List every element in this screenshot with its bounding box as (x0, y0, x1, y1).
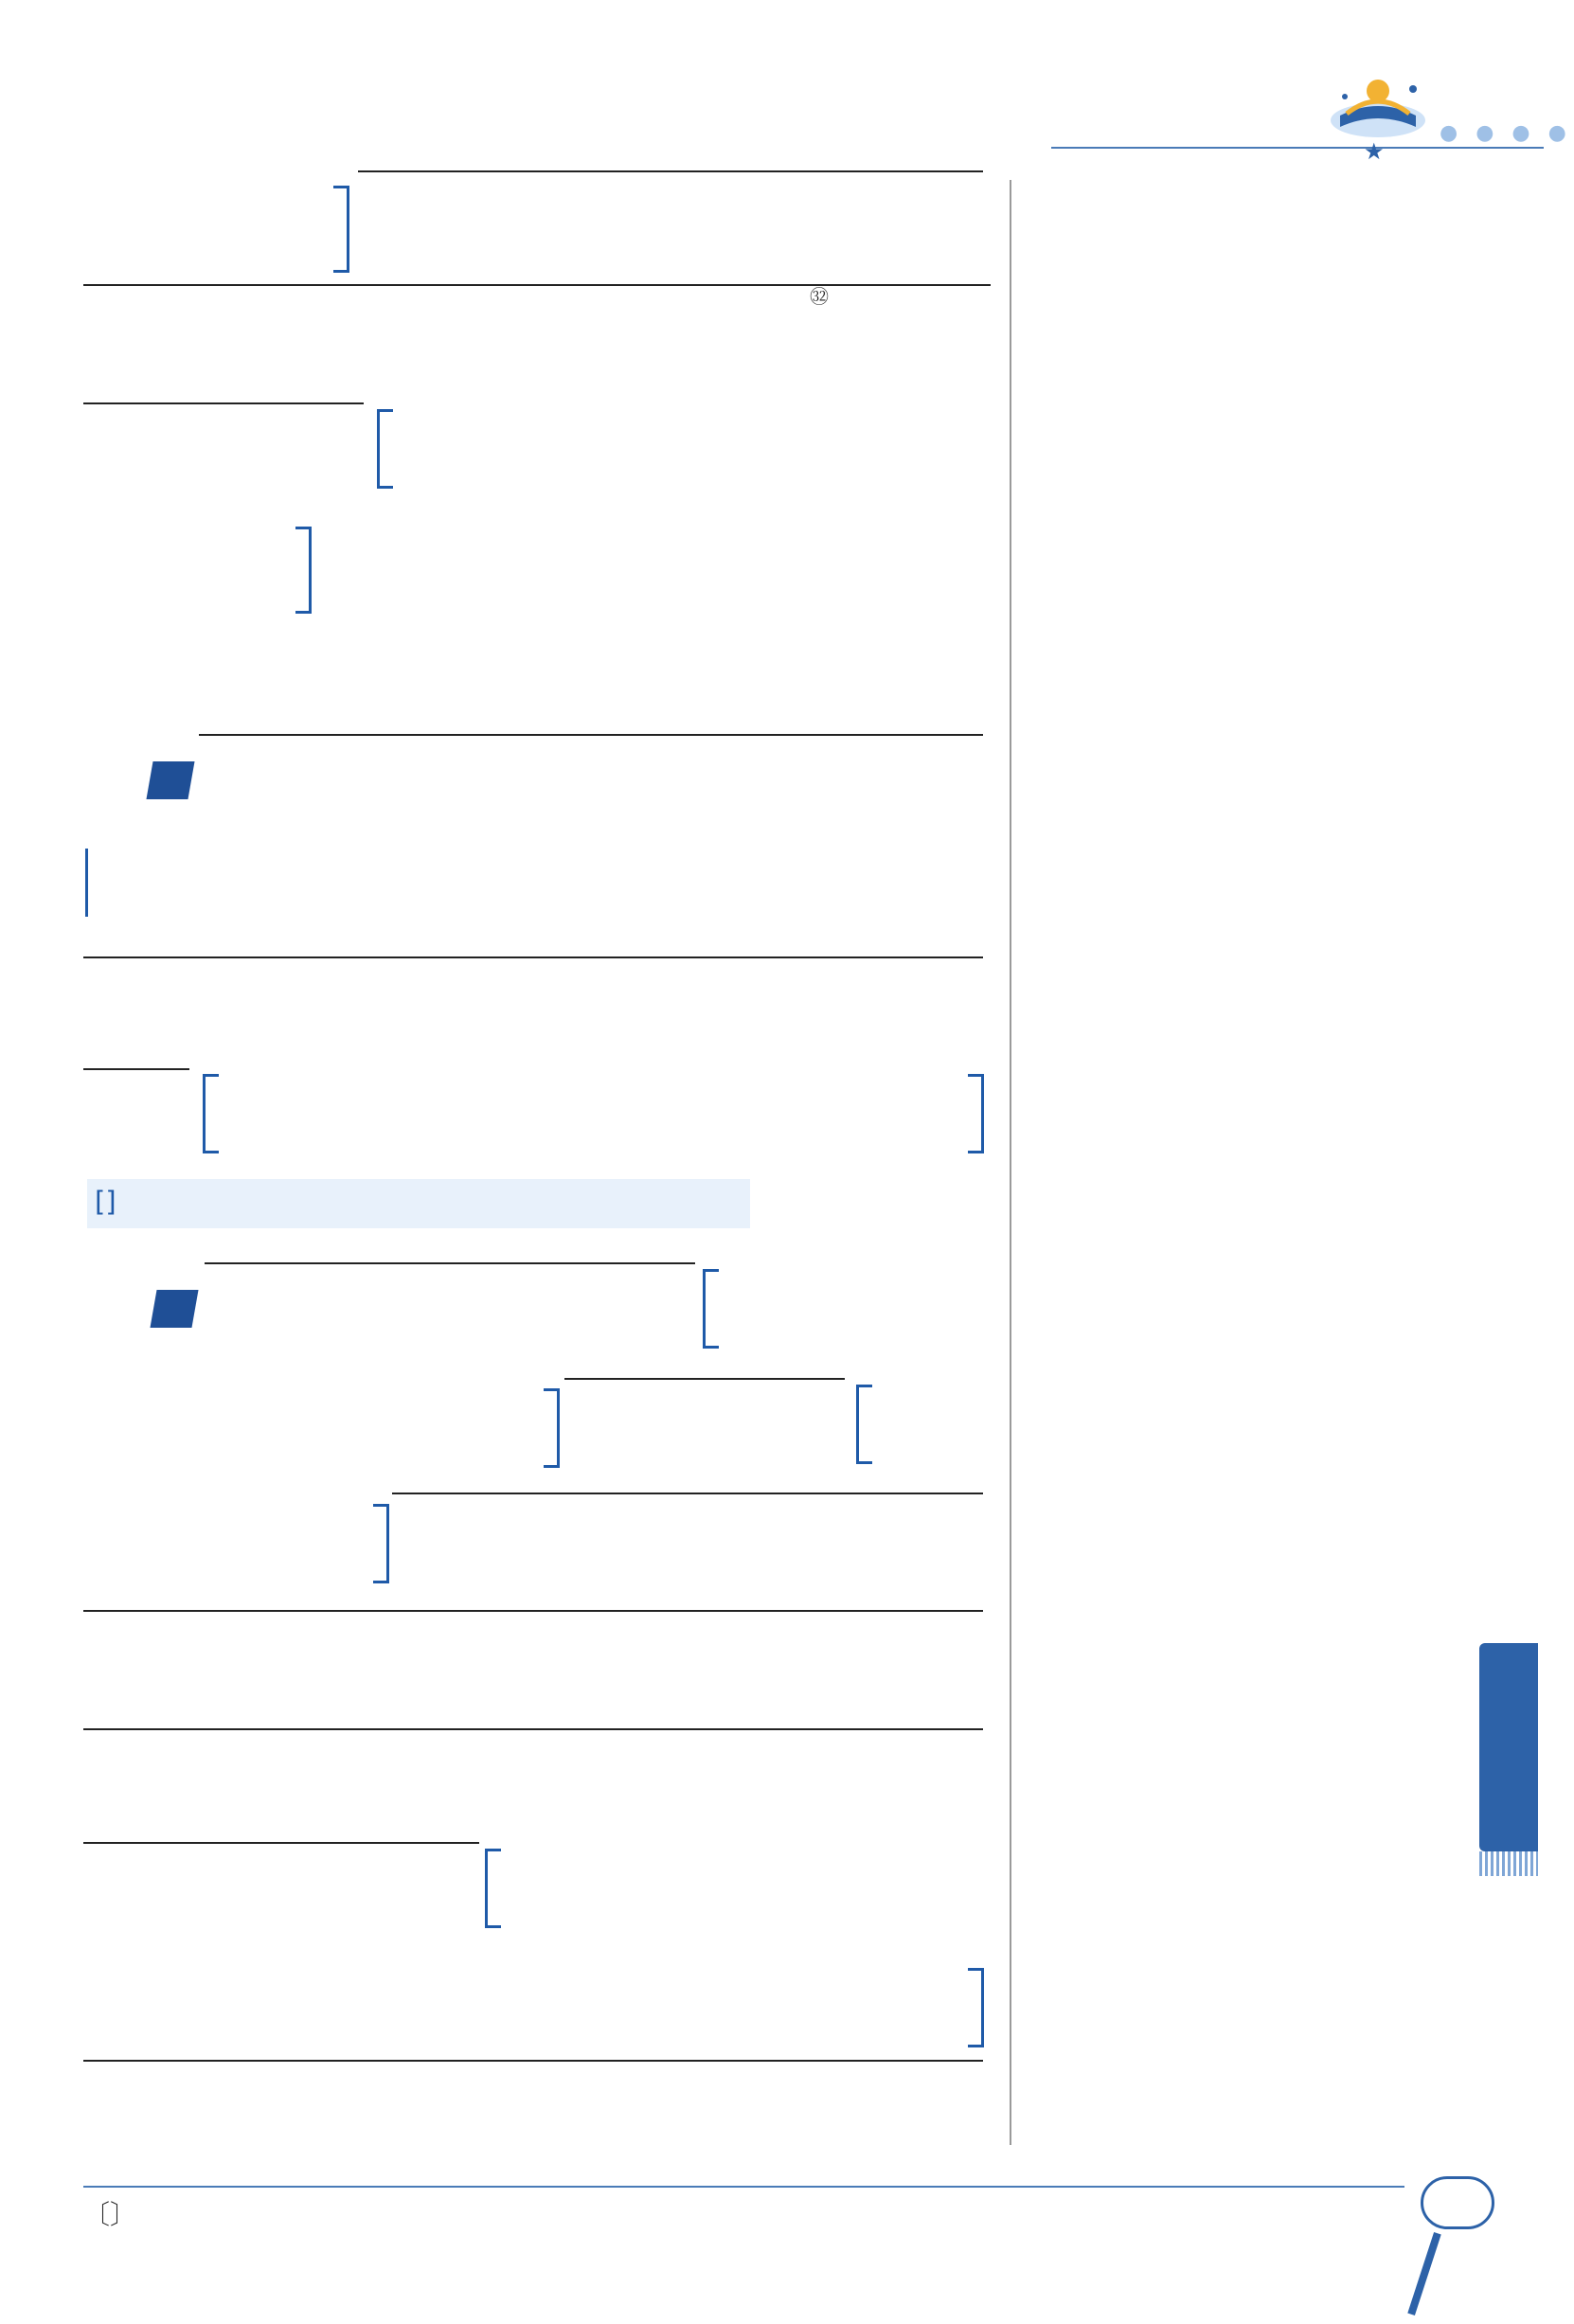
original-line-1 (358, 170, 983, 172)
note-bracket (85, 849, 995, 917)
unit-tab (1479, 1643, 1538, 1851)
original-line-12 (83, 1842, 479, 1844)
footer-appreciation: 〔〕 (83, 2199, 137, 2230)
original-line-9 (392, 1493, 983, 1494)
footer-rule (83, 2186, 1404, 2188)
note-bracket (295, 527, 312, 614)
original-line-5 (83, 956, 983, 958)
original-line-8 (564, 1378, 845, 1380)
note-bracket (377, 409, 393, 489)
original-line-10 (83, 1610, 983, 1612)
paragraph-number (150, 1290, 198, 1328)
note-bracket (856, 1385, 872, 1464)
page-swoosh (1407, 2232, 1440, 2315)
header-dots: ● ● ● ● (1440, 121, 1572, 145)
note-bracket (373, 1504, 389, 1583)
original-line-6 (83, 1068, 189, 1070)
duanjie-box (87, 1179, 750, 1228)
note-bracket (703, 1269, 719, 1349)
duanjie-note: [] (95, 1186, 116, 1218)
note-bracket (333, 186, 349, 273)
original-line-11 (83, 1728, 983, 1730)
original-line-2 (83, 284, 991, 286)
note-bracket (203, 1074, 219, 1153)
star-icon: ★ (1364, 138, 1385, 165)
note-bracket (485, 1849, 501, 1928)
original-line-13 (83, 2060, 983, 2062)
note-bracket (544, 1388, 560, 1468)
page-number (1421, 2176, 1494, 2229)
book-logo-icon (1326, 68, 1430, 144)
tab-stripe (1479, 1851, 1538, 1876)
column-divider (1010, 180, 1011, 2145)
original-line-4 (199, 734, 983, 736)
footnote-marker: ㉜ (810, 285, 829, 308)
note-bracket (968, 1074, 984, 1153)
original-line-3 (83, 402, 364, 404)
original-line-7 (205, 1262, 695, 1264)
note-bracket (968, 1968, 984, 2047)
header-rule (1051, 147, 1544, 149)
paragraph-number (146, 761, 194, 799)
